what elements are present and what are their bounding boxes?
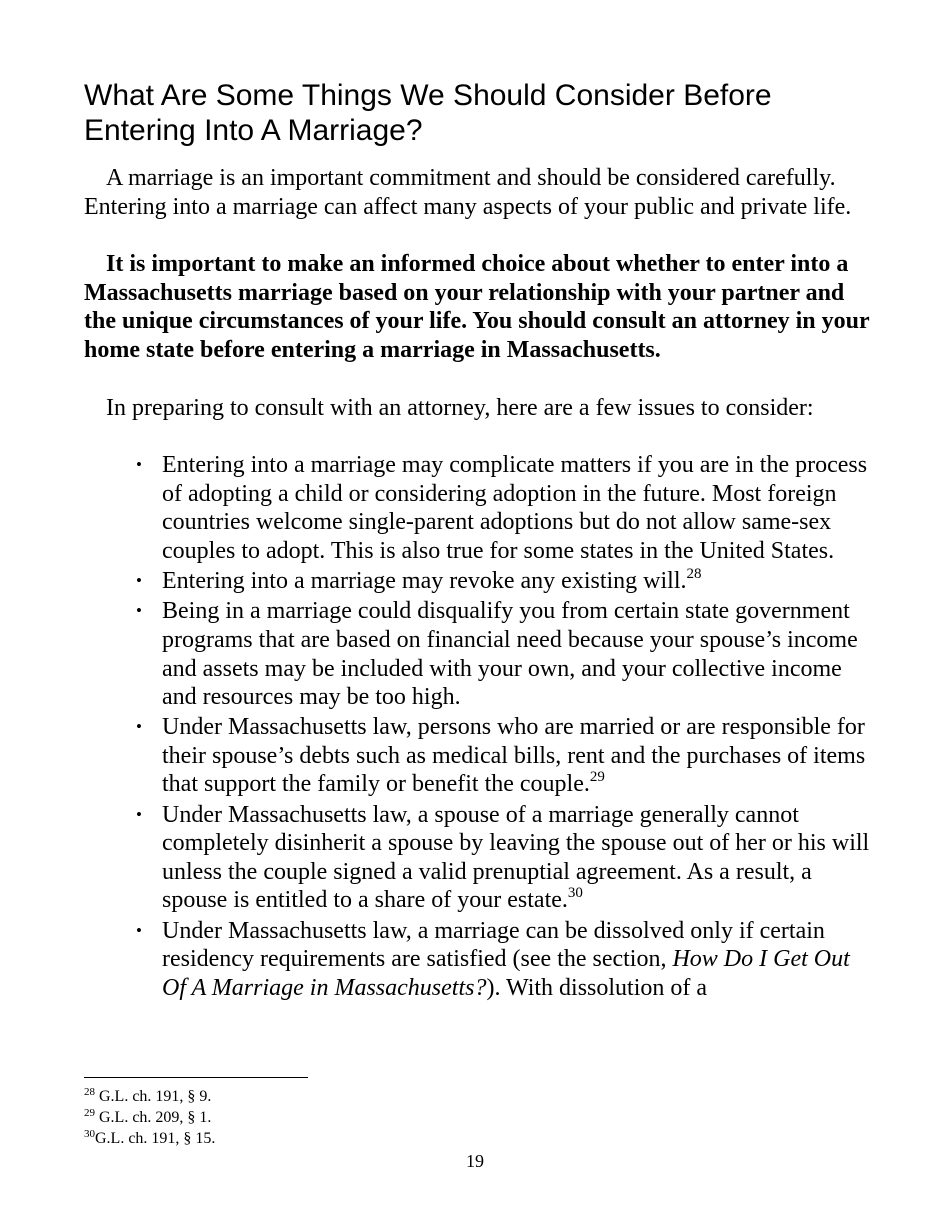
bullet-icon: • [136,920,142,940]
footnote-item [84,1107,215,1128]
issue-text: Under Massachusetts law, a marriage can be dissolved only if certain residency requirements are satisfied (see the section, [162,917,825,973]
page-title: What Are Some Things We Should Consider Before Entering Into A Marriage? [84,79,772,147]
footnote-number: 30 [84,1128,95,1140]
issue-text: Entering into a marriage may revoke any existing will. [162,568,687,595]
list-item [136,597,870,711]
issue-text-continued: ). With dissolution of a [486,974,708,1001]
footnote-ref[interactable]: 28 [686,566,702,583]
issue-text: Under Massachusetts law, persons who are married or are responsible for their spouse’s debts such as medical bills, rent and the purchases of items that support the family or benefit the couple. [162,714,866,798]
footnotes [84,1086,215,1149]
list-item [136,566,870,596]
footnote-number: 28 [84,1086,95,1098]
footnote-number: 29 [84,1107,95,1119]
list-item [136,451,870,565]
paragraph-spacer [84,221,870,250]
intro-paragraph: A marriage is an important commitment and should be considered carefully. Entering into a marriage can affect many aspects of your public and private life. [84,165,852,220]
issues-list [84,451,870,1002]
advice-paragraph: It is important to make an informed choice about whether to enter into a Massachusetts marriage based on your relationship with your partner and the unique circumstances of your life. You should consult an attorney in your home state before entering a marriage in Massachusetts. [84,251,870,363]
list-item [136,801,870,915]
bullet-icon: • [136,717,142,737]
footnote-text: G.L. ch. 191, § 9. [99,1088,212,1105]
footnote-text: G.L. ch. 191, § 15. [95,1130,216,1147]
footnote-item [84,1128,215,1149]
issue-text: Being in a marriage could disqualify you from certain state government programs that are based on financial need because your spouse’s income and assets may be included with your own, and your collective income and resources may be too high. [162,598,858,711]
page-body [84,78,870,1004]
list-item [136,917,870,1003]
footnote-item [84,1086,215,1107]
paragraph-spacer [84,365,870,394]
footnote-ref[interactable]: 29 [589,769,605,786]
bullet-icon: • [136,601,142,621]
footnote-text: G.L. ch. 209, § 1. [99,1109,212,1126]
lead-paragraph: In preparing to consult with an attorney, here are a few issues to consider: [106,394,814,421]
section-reference: How Do I Get Out Of A Marriage in Massachusetts? [162,946,850,1001]
bullet-icon: • [136,455,142,475]
footnote-separator [84,1077,308,1078]
footnote-ref[interactable]: 30 [567,885,583,902]
bullet-icon: • [136,804,142,824]
page-number: 19 [466,1151,484,1171]
issue-text: Under Massachusetts law, a spouse of a marriage generally cannot completely disinherit a spouse by leaving the spouse out of her or his will unless the couple signed a valid prenuptial agreement. As a result, a spouse is entitled to a share of your estate. [162,801,870,914]
list-item [136,713,870,799]
issue-text: Entering into a marriage may complicate matters if you are in the process of adopting a child or considering adoption in the future. Most foreign countries welcome single-parent adoptions but do not allow same-sex couples to adopt. This is also true for some states in the United States. [162,452,868,564]
bullet-icon: • [136,571,142,591]
paragraph-spacer [84,422,870,451]
